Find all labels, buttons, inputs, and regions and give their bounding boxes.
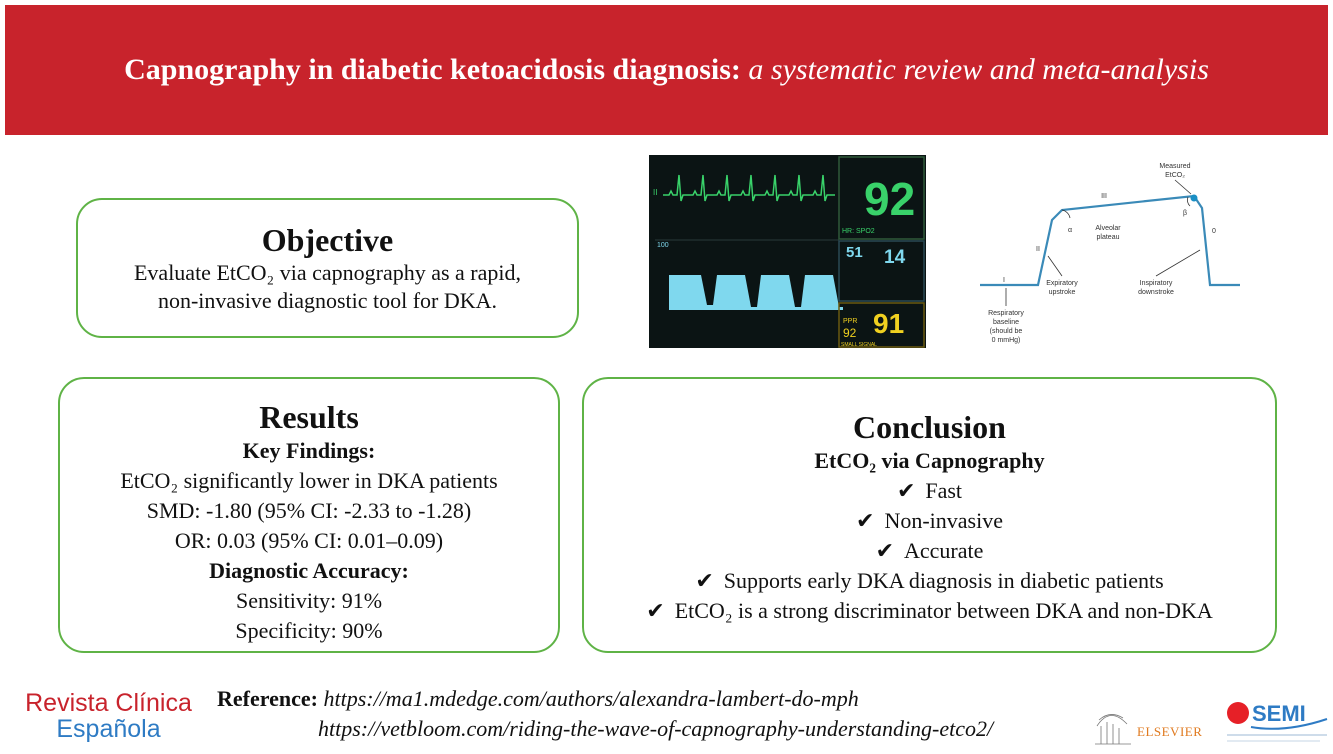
phase-3-label: III — [1101, 193, 1107, 200]
conclusion-item-text: EtCO₂ is a strong discriminator between DKA and non-DKA — [674, 598, 1213, 623]
results-box — [58, 377, 560, 653]
title-main: Capnography in diabetic ketoacidosis diagnosis: — [124, 53, 741, 86]
monitor-spo2-value: 91 — [873, 308, 905, 339]
monitor-rr-value: 14 — [884, 247, 906, 268]
checkmark-icon: ✔ — [695, 568, 714, 593]
capnogram-diagram — [978, 160, 1248, 352]
conclusion-item-text: Non-invasive — [884, 508, 1003, 533]
alveolar-label-1: Alveolar — [1095, 225, 1121, 232]
beta-label: β — [1182, 210, 1188, 217]
phase-2-label: II — [1036, 246, 1040, 253]
checkmark-icon: ✔ — [646, 598, 665, 623]
logo-line-2: Española — [56, 715, 161, 743]
insp-downstroke-label-2: downstroke — [1138, 289, 1174, 296]
phase-1-label: I — [1003, 277, 1005, 284]
insp-downstroke-label-1: Inspiratory — [1139, 280, 1173, 287]
smd-value: SMD: -1.80 (95% CI: -2.33 to -1.28) — [146, 498, 472, 523]
monitor-ppr-value: 92 — [843, 326, 857, 340]
monitor-hr-value: 92 — [864, 173, 916, 225]
reference-label: Reference: — [217, 686, 318, 711]
svg-text:II: II — [653, 188, 658, 197]
checkmark-icon: ✔ — [896, 478, 916, 503]
diagnostic-accuracy-label: Diagnostic Accuracy: — [209, 558, 409, 583]
baseline-label-1: Respiratory — [988, 310, 1024, 317]
conclusion-item-text: Accurate — [904, 538, 984, 563]
monitor-etco2-value: 51 — [846, 244, 863, 261]
conclusion-item — [584, 596, 1275, 626]
objective-text-line2: non-invasive diagnostic tool for DKA. — [157, 288, 498, 313]
exp-upstroke-label-1: Expiratory — [1046, 280, 1078, 287]
page-title — [124, 53, 1209, 87]
measured-label-2: EtCO₂ — [1165, 172, 1185, 179]
phase-0-label: 0 — [1212, 228, 1216, 235]
conclusion-item-text: Fast — [925, 478, 963, 503]
svg-text:100: 100 — [657, 242, 669, 249]
alpha-label: α — [1067, 227, 1073, 234]
specificity-value: Specificity: 90% — [235, 618, 383, 643]
monitor-hr-label: HR: SPO2 — [842, 228, 875, 235]
objective-text-line1: Evaluate EtCO₂ via capnography as a rapid, — [133, 260, 522, 285]
logo-line-1: Revista Clínica — [25, 689, 192, 717]
finding-etco2-lower: EtCO₂ significantly lower in DKA patients — [120, 468, 498, 493]
semi-dot-icon — [1227, 702, 1249, 724]
monitor-screen — [649, 155, 926, 348]
title-banner — [5, 5, 1328, 135]
alveolar-label-2: plateau — [1096, 234, 1120, 241]
conclusion-heading: Conclusion — [853, 409, 1006, 445]
measured-label-1: Measured — [1159, 163, 1191, 170]
elsevier-label: ELSEVIER — [1137, 724, 1203, 739]
sensitivity-value: Sensitivity: 91% — [235, 588, 383, 613]
reference-link-2[interactable]: https://vetbloom.com/riding-the-wave-of-capnography-understanding-etco2/ — [318, 716, 994, 741]
results-heading: Results — [259, 399, 359, 435]
conclusion-box — [582, 377, 1277, 653]
conclusion-item-text: Supports early DKA diagnosis in diabetic patients — [723, 568, 1164, 593]
conclusion-item — [584, 476, 1275, 506]
objective-box — [76, 198, 579, 338]
reference-link-1[interactable]: https://ma1.mdedge.com/authors/alexandra-lambert-do-mph — [317, 686, 859, 711]
reference-line-1 — [217, 686, 859, 712]
semi-logo — [1225, 697, 1330, 749]
objective-heading: Objective — [261, 222, 394, 258]
baseline-label-3: (should be — [989, 328, 1023, 335]
conclusion-item — [584, 506, 1275, 536]
conclusion-subheading: EtCO₂ via Capnography — [814, 448, 1045, 473]
conclusion-item — [584, 536, 1275, 566]
checkmark-icon: ✔ — [856, 508, 875, 533]
patient-monitor-photo — [649, 155, 926, 348]
exp-upstroke-label-2: upstroke — [1048, 289, 1076, 296]
measured-etco2-point — [1191, 195, 1198, 202]
semi-label: SEMI — [1252, 701, 1306, 726]
baseline-label-2: baseline — [992, 319, 1020, 326]
baseline-label-4: 0 mmHg) — [991, 337, 1021, 344]
key-findings-label: Key Findings: — [242, 438, 376, 463]
monitor-signal-label: SMALL SIGNAL — [841, 342, 877, 348]
checkmark-icon: ✔ — [875, 538, 895, 563]
revista-clinica-logo — [6, 690, 211, 742]
conclusion-item — [584, 566, 1275, 596]
title-subtitle: a systematic review and meta-analysis — [740, 53, 1209, 86]
monitor-ppr-label: PPR — [843, 318, 858, 325]
or-value: OR: 0.03 (95% CI: 0.01–0.09) — [174, 528, 444, 553]
